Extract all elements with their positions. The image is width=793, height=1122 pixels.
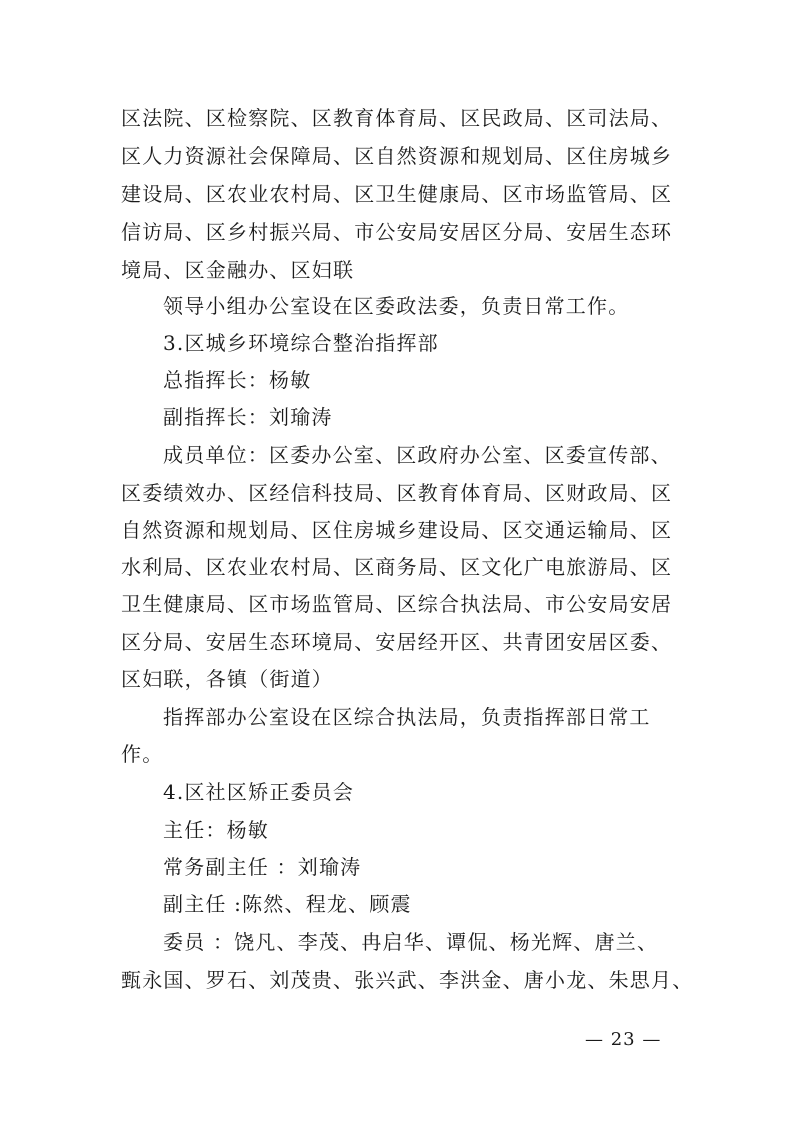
text-line-18: 作。 — [121, 742, 164, 766]
text-line-11: 区委绩效办、区经信科技局、区教育体育局、区财政局、区 — [121, 481, 673, 505]
text-line-3: 建设局、区农业农村局、区卫生健康局、区市场监管局、区 — [121, 182, 673, 206]
text-line-8: 总指挥长：杨敏 — [163, 368, 312, 392]
text-line-16: 区妇联，各镇（街道） — [121, 667, 333, 691]
text-line-1: 区法院、区检察院、区教育体育局、区民政局、区司法局、 — [121, 106, 673, 130]
text-line-4: 信访局、区乡村振兴局、市公安局安居区分局、安居生态环 — [121, 220, 673, 244]
page-number: — 23 — — [585, 1029, 662, 1050]
text-line-5: 境局、区金融办、区妇联 — [121, 258, 355, 282]
text-line-21: 常务副主任 ：刘瑜涛 — [163, 855, 362, 879]
text-line-14: 卫生健康局、区市场监管局、区综合执法局、市公安局安居 — [121, 592, 673, 616]
text-line-12: 自然资源和规划局、区住房城乡建设局、区交通运输局、区 — [121, 518, 673, 542]
text-line-13: 水利局、区农业农村局、区商务局、区文化广电旅游局、区 — [121, 555, 673, 579]
text-line-2: 区人力资源社会保障局、区自然资源和规划局、区住房城乡 — [121, 144, 673, 168]
section-heading-3: 3.区城乡环境综合整治指挥部 — [163, 331, 439, 355]
text-line-6: 领导小组办公室设在区委政法委，负责日常工作。 — [163, 294, 630, 318]
text-line-9: 副指挥长：刘瑜涛 — [163, 405, 333, 429]
text-line-17: 指挥部办公室设在区综合执法局，负责指挥部日常工 — [163, 705, 651, 729]
text-line-22: 副主任 :陈然、程龙、顾震 — [163, 892, 412, 916]
section-heading-4: 4.区社区矫正委员会 — [163, 780, 355, 804]
text-line-24: 甄永国、罗石、刘茂贵、张兴武、李洪金、唐小龙、朱思月、 — [121, 968, 694, 992]
text-line-20: 主任：杨敏 — [163, 818, 269, 842]
text-line-23: 委员 ：饶凡、李茂、冉启华、谭侃、杨光辉、唐兰、 — [163, 930, 659, 954]
text-line-10: 成员单位：区委办公室、区政府办公室、区委宣传部、 — [163, 443, 672, 467]
text-line-15: 区分局、安居生态环境局、安居经开区、共青团安居区委、 — [121, 630, 673, 654]
